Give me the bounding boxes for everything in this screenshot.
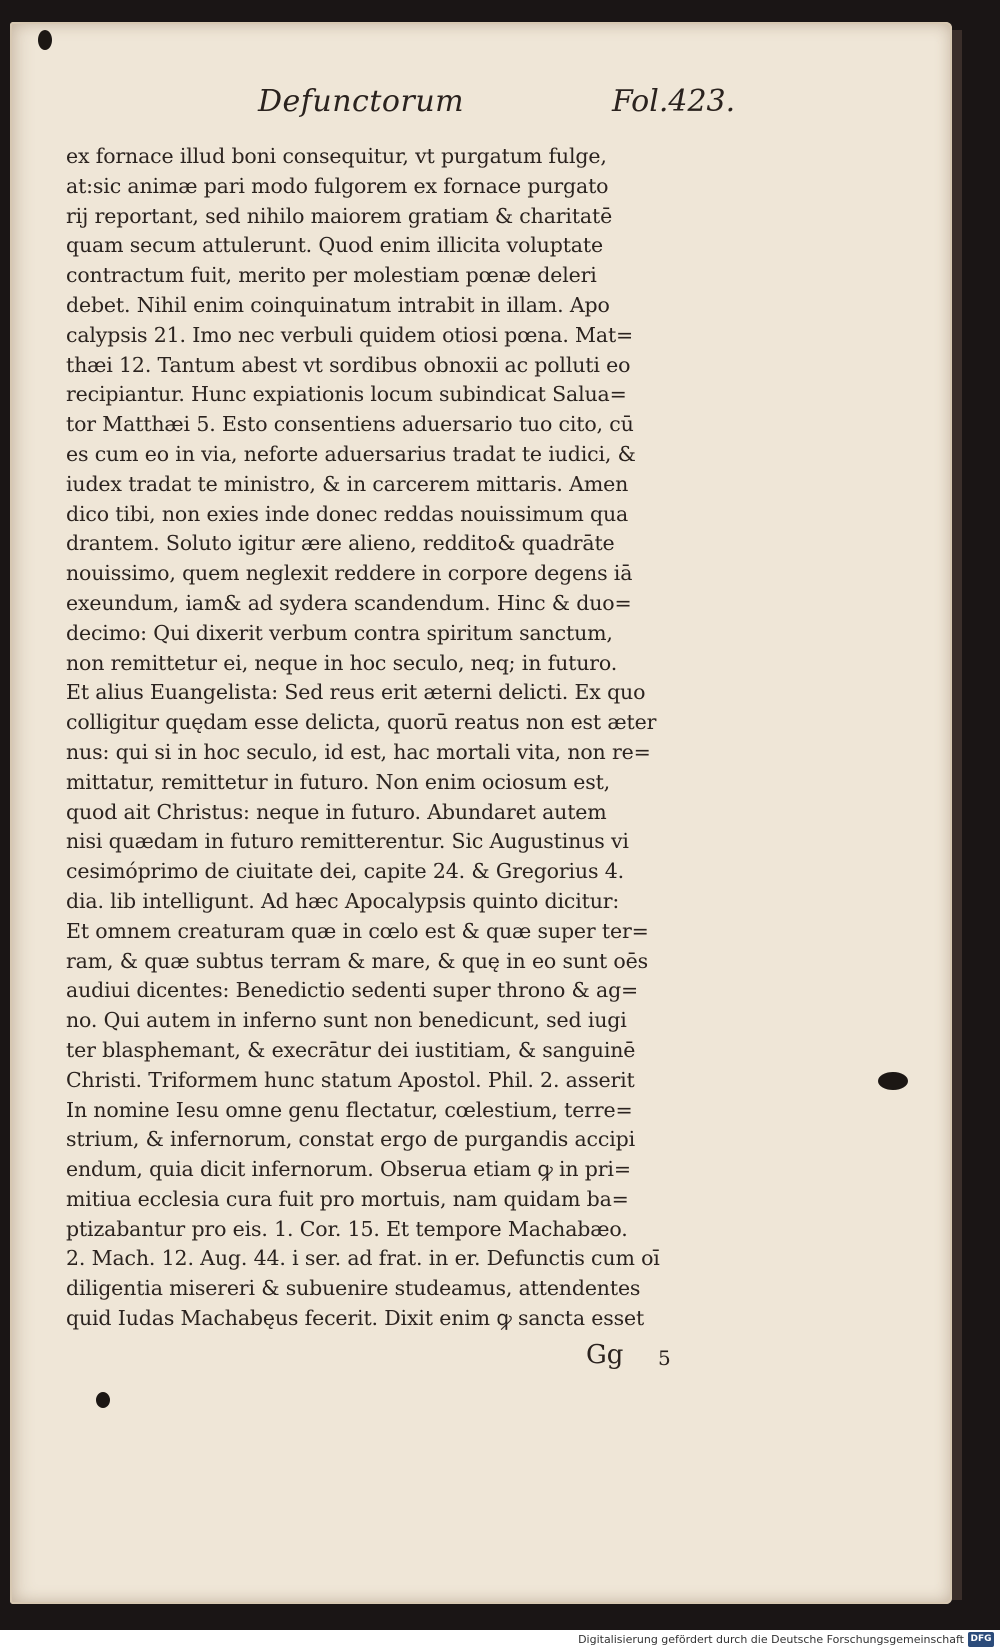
text-line: cesimóprimo de ciuitate dei, capite 24. & Gregorius 4. bbox=[66, 859, 624, 884]
ink-blot bbox=[878, 1072, 908, 1090]
ink-blot bbox=[38, 30, 52, 50]
text-line: mittatur, remittetur in futuro. Non enim ociosum est, bbox=[66, 769, 611, 794]
text-line: Et alius Euangelista: Sed reus erit æterni delicti. Ex quo bbox=[66, 680, 646, 705]
text-line: es cum eo in via, neforte aduersarius tradat te iudici, & bbox=[66, 441, 636, 466]
text-line: at:sic animæ pari modo fulgorem ex fornace purgato bbox=[66, 173, 609, 198]
text-line: decimo: Qui dixerit verbum contra spiritum sanctum, bbox=[66, 620, 613, 645]
text-line: tor Matthæi 5. Esto consentiens aduersario tuo cito, cū bbox=[66, 412, 634, 437]
text-line: dia. lib intelligunt. Ad hæc Apocalypsis quinto dicitur: bbox=[66, 888, 620, 913]
signature-number: 5 bbox=[658, 1346, 671, 1370]
book-edge bbox=[952, 30, 962, 1600]
text-line: quod ait Christus: neque in futuro. Abundaret autem bbox=[66, 799, 607, 824]
text-line: dico tibi, non exies inde donec reddas nouissimum qua bbox=[66, 501, 629, 526]
text-line: ram, & quæ subtus terram & mare, & quę in eo sunt oēs bbox=[66, 948, 648, 973]
text-line: non remittetur ei, neque in hoc seculo, neq; in futuro. bbox=[66, 650, 618, 675]
text-line: strium, & infernorum, constat ergo de purgandis accipi bbox=[66, 1127, 636, 1152]
text-line: nus: qui si in hoc seculo, id est, hac mortali vita, non re= bbox=[66, 739, 651, 764]
text-line: In nomine Iesu omne genu flectatur, cœlestium, terre= bbox=[66, 1097, 633, 1122]
text-line: debet. Nihil enim coinquinatum intrabit in illam. Apo bbox=[66, 292, 610, 317]
dfg-logo: DFG bbox=[968, 1632, 994, 1647]
text-line: contractum fuit, merito per molestiam pœnæ deleri bbox=[66, 263, 597, 288]
text-line: ex fornace illud boni consequitur, vt purgatum fulge, bbox=[66, 144, 607, 168]
page-body-text bbox=[66, 142, 742, 1334]
text-line: mitiua ecclesia cura fuit pro mortuis, nam quidam ba= bbox=[66, 1186, 629, 1211]
folio-number: Fol.423. bbox=[612, 84, 736, 119]
signature-mark: Gg bbox=[586, 1340, 624, 1370]
running-title: Defunctorum bbox=[258, 84, 465, 119]
text-line: endum, quia dicit infernorum. Obserua etiam ꝙ in pri= bbox=[66, 1157, 631, 1182]
text-line: nouissimo, quem neglexit reddere in corpore degens iā bbox=[66, 561, 633, 586]
text-line: exeundum, iam& ad sydera scandendum. Hinc & duo= bbox=[66, 590, 632, 615]
text-line: audiui dicentes: Benedictio sedenti super throno & ag= bbox=[66, 978, 639, 1003]
text-line: quid Iudas Machabęus fecerit. Dixit enim ꝙ sancta esset bbox=[66, 1306, 645, 1331]
text-line: rij reportant, sed nihilo maiorem gratiam & charitatē bbox=[66, 203, 613, 228]
footer-credit: Digitalisierung gefördert durch die Deutsche Forschungsgemeinschaft bbox=[578, 1633, 964, 1646]
text-line: diligentia misereri & subuenire studeamus, attendentes bbox=[66, 1276, 641, 1301]
text-line: thæi 12. Tantum abest vt sordibus obnoxii ac polluti eo bbox=[66, 352, 631, 377]
text-line: calypsis 21. Imo nec verbuli quidem otiosi pœna. Mat= bbox=[66, 322, 634, 347]
text-line: iudex tradat te ministro, & in carcerem mittaris. Amen bbox=[66, 471, 629, 496]
text-line: ptizabantur pro eis. 1. Cor. 15. Et tempore Machabæo. bbox=[66, 1216, 628, 1241]
text-line: 2. Mach. 12. Aug. 44. i ser. ad frat. in er. Defunctis cum oī bbox=[66, 1246, 660, 1271]
text-line: ter blasphemant, & execrātur dei iustitiam, & sanguinē bbox=[66, 1037, 636, 1062]
text-line: recipiantur. Hunc expiationis locum subindicat Salua= bbox=[66, 382, 627, 407]
text-line: Et omnem creaturam quæ in cœlo est & quæ super ter= bbox=[66, 918, 649, 943]
text-line: nisi quædam in futuro remitterentur. Sic Augustinus vi bbox=[66, 829, 629, 854]
text-line: drantem. Soluto igitur ære alieno, reddito& quadrāte bbox=[66, 531, 615, 556]
text-line: colligitur quędam esse delicta, quorū reatus non est æter bbox=[66, 710, 657, 735]
text-line: quam secum attulerunt. Quod enim illicita voluptate bbox=[66, 233, 603, 258]
text-line: Christi. Triformem hunc statum Apostol. Phil. 2. asserit bbox=[66, 1067, 635, 1092]
text-line: no. Qui autem in inferno sunt non benedicunt, sed iugi bbox=[66, 1008, 627, 1033]
ink-blot bbox=[96, 1392, 110, 1408]
